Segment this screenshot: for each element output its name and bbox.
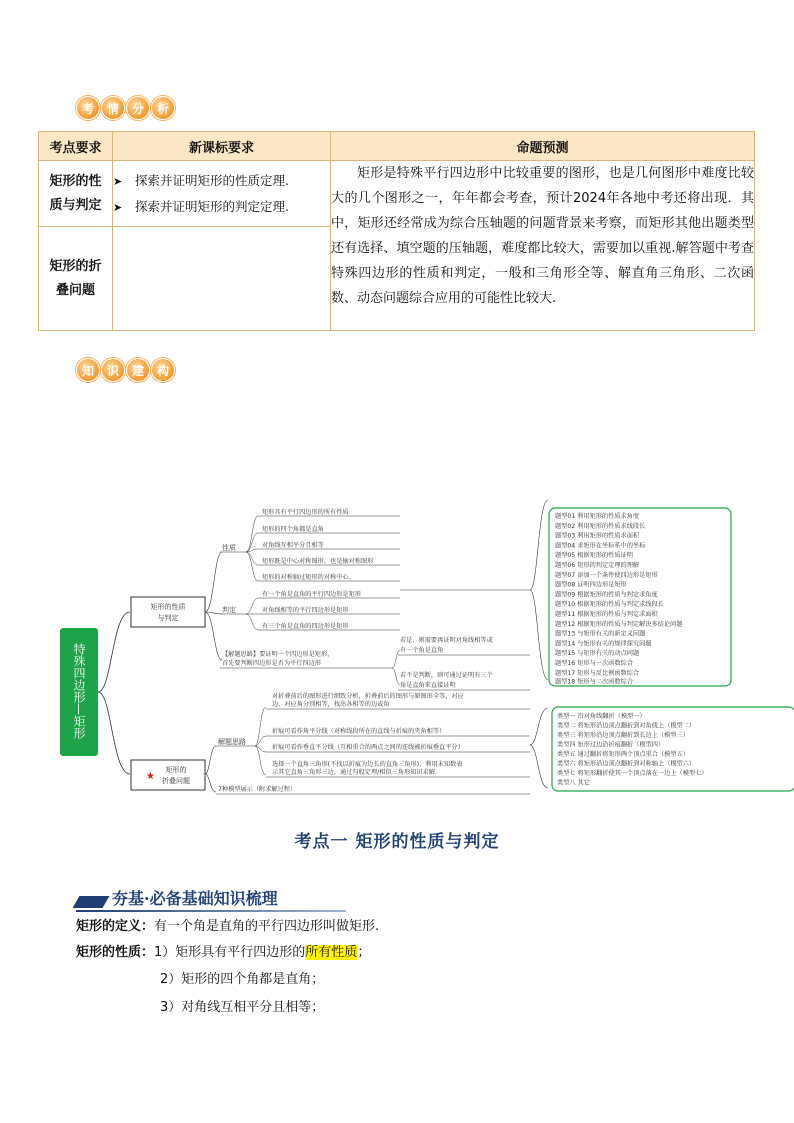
nature-item: 矩形具有平行四边形的所有性质	[262, 509, 349, 516]
table-header: 命题预测	[331, 132, 755, 161]
requirement: 探索并证明矩形的判定定理.	[135, 198, 289, 214]
badge-char: 知	[76, 358, 100, 382]
property-text: 1）矩形具有平行四边形的	[154, 945, 306, 960]
badge-char: 分	[126, 96, 150, 120]
star-icon: ★	[146, 771, 155, 782]
badge-char: 识	[101, 358, 125, 382]
root-label: 特殊四边形—矩形	[72, 643, 86, 739]
badge-char: 构	[151, 358, 175, 382]
judge-item: 有一个角是直角的平行四边形是矩形	[262, 591, 361, 598]
tip-no: 角是直角来直接证明	[400, 682, 456, 689]
type-item: 类型一 沿对角线翻折（模型一）	[557, 713, 646, 720]
branch1-label-line1: 矩形的性质	[150, 603, 186, 611]
type-item: 类型二 将矩形沿边顶点翻折到对角线上（模型二）	[557, 722, 696, 730]
tip-no: 若不是判断，则可通过证明有三个	[400, 672, 493, 679]
type-item: 题型18 矩形与二次函数综合	[555, 678, 633, 686]
empty-cell	[113, 227, 331, 331]
type-item: 题型13 与矩形有关的新定义问题	[555, 630, 646, 638]
property-2: 2）矩形的四个角都是直角；	[160, 972, 325, 987]
definition-text: 有一个角是直角的平行四边形叫做矩形.	[154, 919, 380, 934]
table-header: 考点要求	[39, 132, 113, 161]
definition	[76, 917, 379, 937]
judge-item: 有三个角是直角的四边形是矩形	[262, 623, 349, 630]
prediction-cell: 矩形是特殊平行四边形中比较重要的图形，也是几何图形中难度比较大的几个图形之一，年年都会考查，预计2024年各地中考还将出现．其中，矩形还经常成为综合压轴题的问题背景来考察，而矩形其他出题类型还有选择、填空题的压轴题，难度都比较大，需要加以重视.解答题中考查特殊四边形的性质和判定，一般和三角形全等、解直角三角形、二次函数、动态问题综合应用的可能性比较大.	[331, 161, 755, 331]
requirements-cell	[113, 161, 331, 227]
tip-line: 首先要判断四边形是否为平行四边形	[222, 660, 321, 667]
mind-map	[0, 490, 794, 810]
property-label: 矩形的性质：	[76, 945, 155, 960]
nature-item: 矩形的对称轴过矩形的对称中心.	[262, 574, 351, 581]
fold-item: 示其它直角三角形三边，通过勾股定理/相似三角形知识求解.	[272, 769, 437, 776]
judge-item: 对角线相等的平行四边形是矩形	[262, 607, 349, 614]
branch1-node	[131, 597, 205, 627]
fold-item: 边、对应角分别相等，找出各相等的边或角	[272, 701, 390, 708]
knowledge-build-badge	[76, 358, 175, 382]
branch2-node	[131, 760, 205, 790]
type-item: 类型五 通过翻折将矩形两个顶点重合（模型五）	[557, 751, 689, 758]
judge-items	[246, 590, 400, 630]
fold-item: 对折叠前后的图形进行细致分析，折叠前后的图形与原图形全等，对应	[272, 693, 464, 700]
type-item: 题型14 与矩形有关的规律探究问题	[555, 640, 652, 648]
type-item: 题型08 证明四边形是矩形	[555, 581, 627, 589]
property-text: ；	[357, 945, 371, 960]
arrow-icon: ➤	[113, 200, 123, 214]
type-item: 题型17 矩形与反比例函数综合	[555, 669, 640, 677]
exam-analysis-badge	[76, 96, 175, 120]
fold-items	[255, 692, 530, 777]
type-item: 题型07 添加一个条件使四边形是矩形	[555, 571, 658, 579]
type-item: 题型11 根据矩形的性质与判定求面积	[555, 611, 658, 618]
branch2-label-line1: 矩形的	[165, 766, 187, 774]
banner-underline	[76, 910, 346, 912]
banner-text: 夯基·必备基础知识梳理	[112, 888, 278, 908]
type-item: 题型04 求矩形在坐标系中的坐标	[555, 542, 646, 550]
tip-yes: 若是，则需要再证明对角线相等或	[400, 637, 493, 644]
branch2-label-line2: 折叠问题	[162, 777, 190, 785]
nature-item: 矩形的四个角都是直角	[262, 526, 324, 533]
fold-label: 解题思路	[218, 738, 246, 746]
definition-label: 矩形的定义：	[76, 919, 155, 934]
type-item: 题型01 利用矩形的性质求角度	[555, 513, 640, 520]
section-banner	[76, 885, 278, 909]
property-1	[76, 943, 370, 963]
type-item: 题型09 根据矩形的性质与判定求角度	[555, 591, 658, 599]
badge-char: 析	[151, 96, 175, 120]
fold-item: 折痕可看作垂直平分线（互相重合的两点之间的连线被折痕垂直平分）	[272, 744, 464, 751]
kp-cell: 矩形的性质与判定	[39, 161, 113, 227]
type-item: 题型15 与矩形有关的动点问题	[555, 650, 640, 658]
fold-models: 7种模型展示（附求解过程）	[218, 786, 297, 793]
arrow-icon: ➤	[113, 174, 123, 188]
nature-item: 矩形既是中心对称图形，也是轴对称图形	[262, 558, 374, 565]
tip-line: 【解题思路】要证明一个四边形是矩形，	[222, 651, 334, 658]
type-item: 题型06 矩形的判定定理的理解	[555, 562, 640, 569]
type-item: 题型05 根据矩形的性质证明	[555, 552, 633, 560]
badge-char: 情	[101, 96, 125, 120]
type-item: 类型六 将矩形沿边顶点翻折到对称轴上（模型六）	[557, 760, 696, 768]
property-3: 3）对角线互相平分且相等；	[160, 1000, 325, 1015]
fold-item: 折痕可看作角平分线（对称线段所在的直线与折痕的夹角相等）	[272, 728, 446, 735]
type-item: 题型12 根据矩形的性质与判定解决多结论问题	[555, 620, 683, 628]
branch1-label-line2: 与判定	[157, 614, 179, 622]
type-item: 类型八 其它	[557, 779, 590, 787]
type-item: 题型02 利用矩形的性质求线段长	[555, 522, 646, 530]
type-item: 类型三 将矩形沿边顶点翻折到长边上（模型三）	[557, 732, 689, 739]
type-item: 题型03 利用矩形的性质求面积	[555, 532, 640, 540]
section-title: 考点一 矩形的性质与判定	[294, 832, 500, 852]
badge-char: 建	[126, 358, 150, 382]
highlighted-text: 所有性质	[305, 945, 358, 960]
banner-bar	[73, 896, 110, 908]
exam-analysis-table	[38, 131, 755, 331]
tip-yes: 有一个角是直角	[400, 647, 444, 654]
type-item: 类型四 矩形过边沿折痕翻折（模型四）	[557, 741, 665, 749]
requirement: 探索并证明矩形的性质定理.	[135, 172, 289, 188]
judge-label: 判定	[222, 606, 236, 614]
type-item: 类型七 将矩形翻折使其一个顶点落在一边上（模型七）	[557, 770, 708, 777]
badge-char: 考	[76, 96, 100, 120]
nature-label: 性质	[222, 544, 236, 552]
table-header: 新课标要求	[113, 132, 331, 161]
type-item: 题型16 矩形与一次函数综合	[555, 660, 633, 667]
type-item: 题型10 根据矩形的性质与判定求线段长	[555, 601, 664, 609]
kp-cell: 矩形的折叠问题	[39, 227, 113, 331]
fold-item: 选择一个直角三角形(不找以折痕为边长的直角三角形)，利用未知数表	[272, 761, 463, 768]
nature-items	[246, 508, 400, 581]
nature-item: 对角线互相平分且相等	[262, 542, 324, 549]
